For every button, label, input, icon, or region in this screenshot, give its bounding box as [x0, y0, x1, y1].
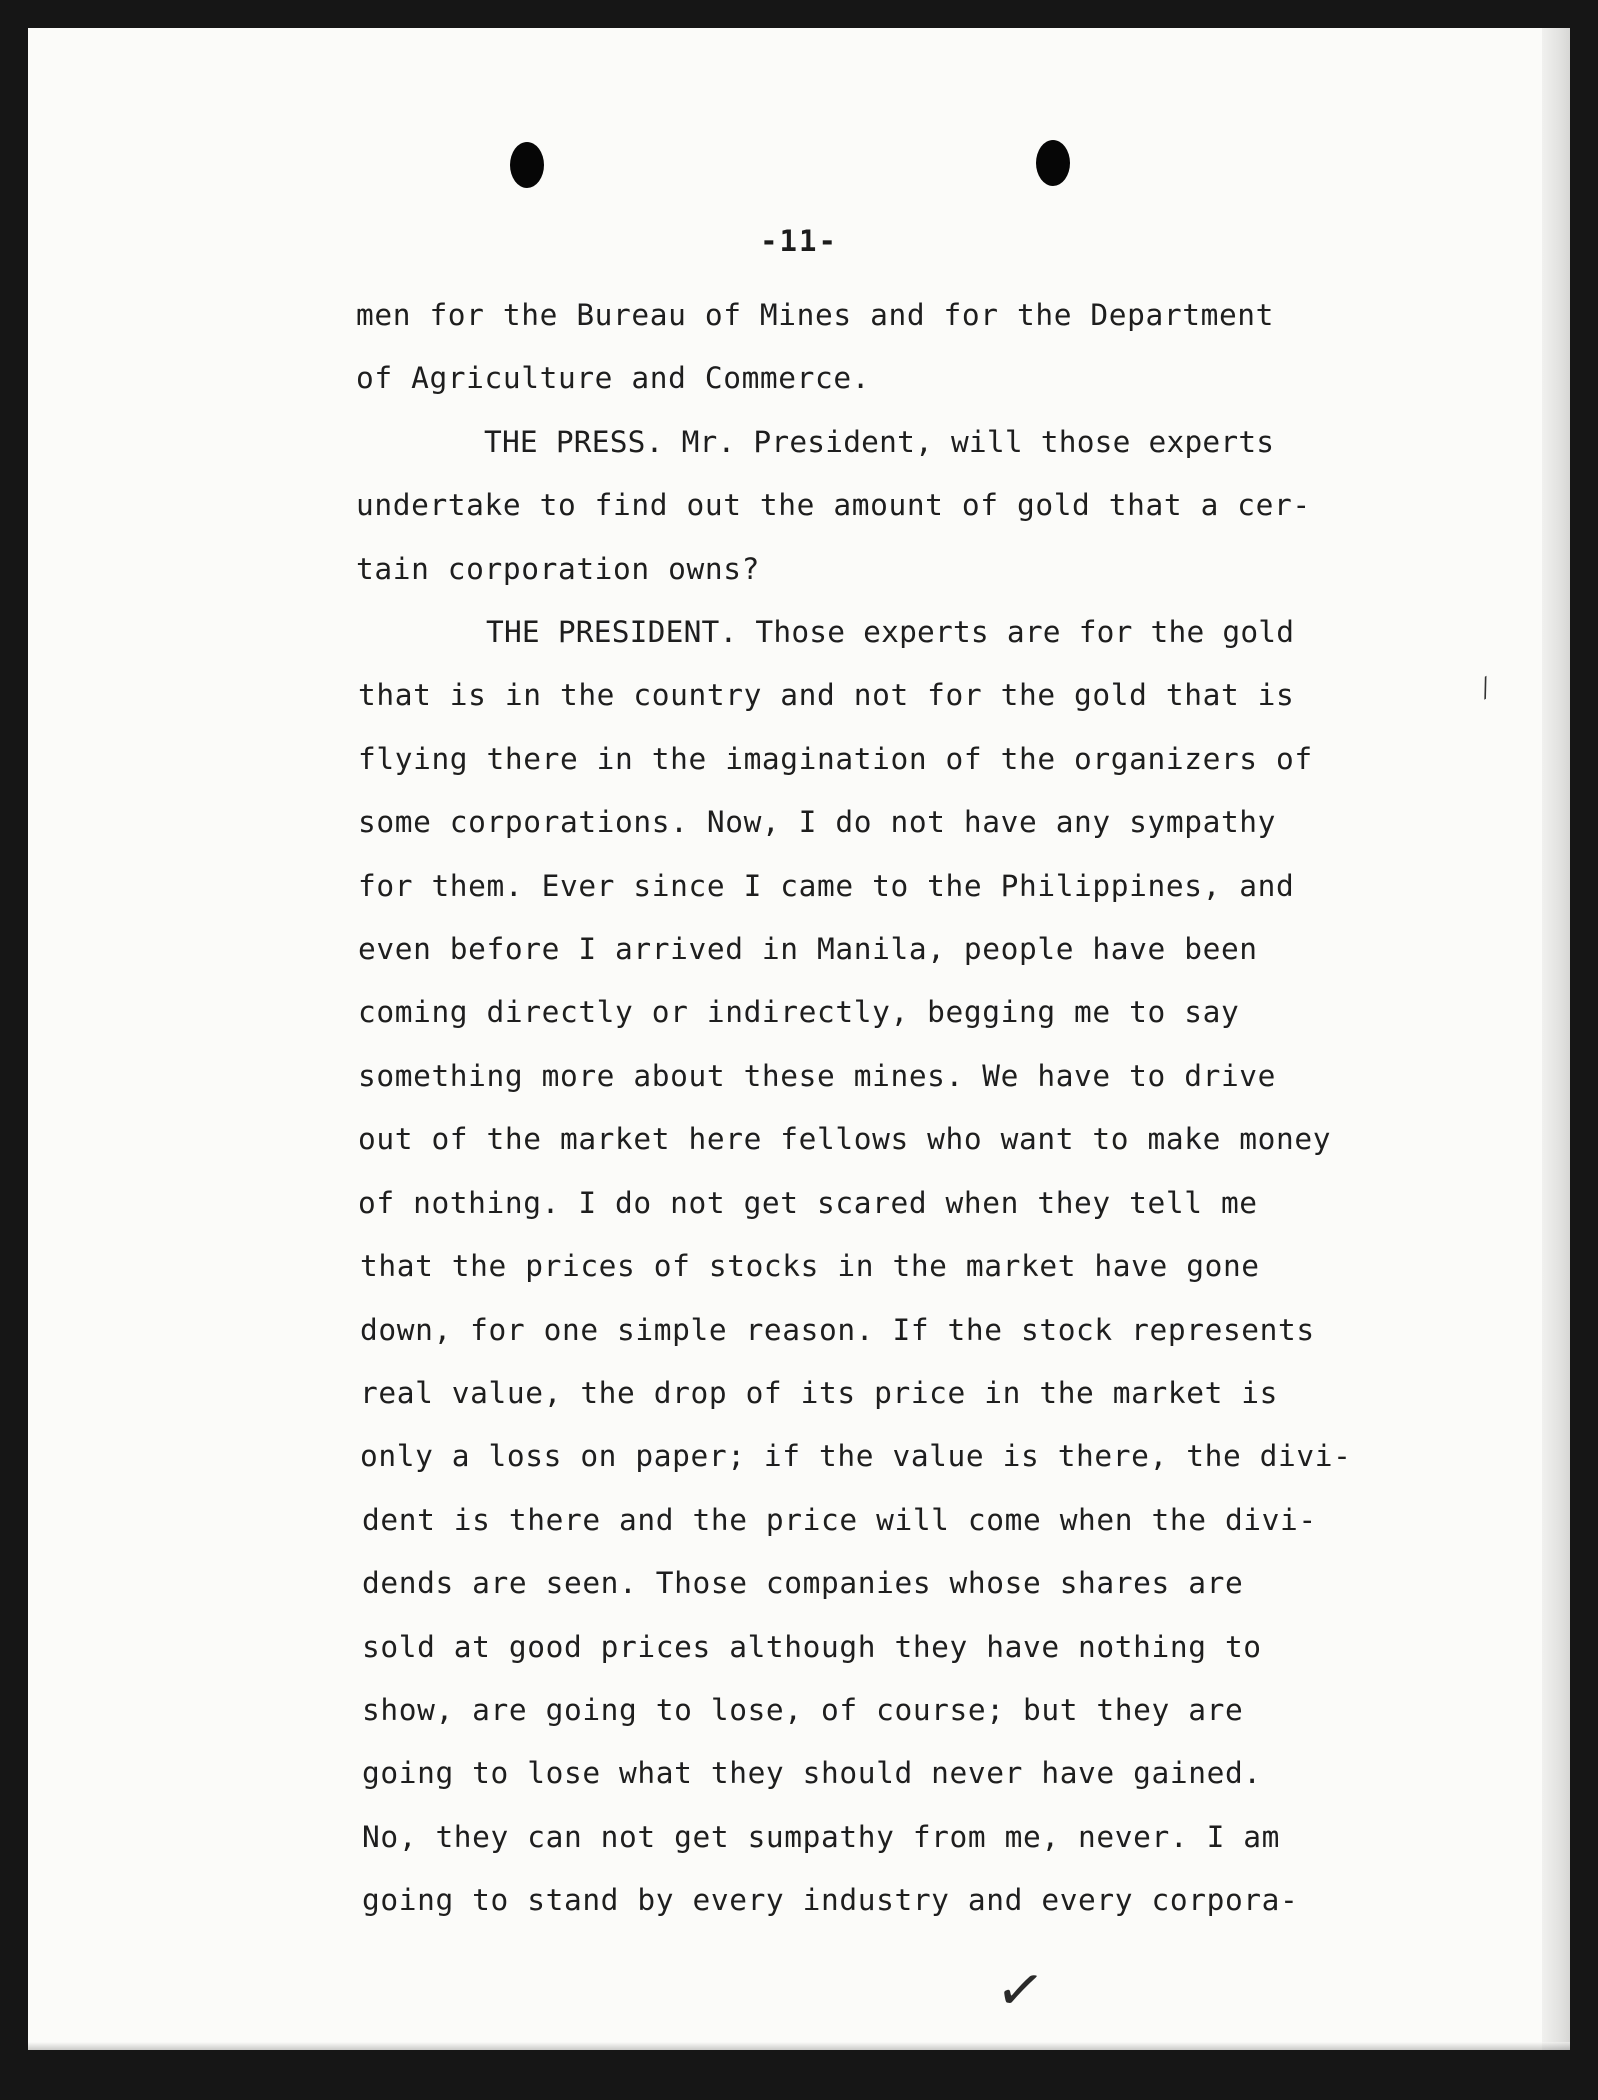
text-line: dends are seen. Those companies whose shares are — [362, 1566, 1244, 1601]
text-line: some corporations. Now, I do not have any sympathy — [358, 805, 1277, 840]
check-mark-icon: ✓ — [991, 1952, 1050, 2028]
text-line: down, for one simple reason. If the stock represents — [360, 1312, 1315, 1347]
text-line: going to lose what they should never have gained. — [362, 1756, 1262, 1791]
text-line: dent is there and the price will come when the divi- — [362, 1502, 1317, 1537]
text-line: that the prices of stocks in the market have gone — [360, 1249, 1260, 1284]
text-line: men for the Bureau of Mines and for the Department — [356, 298, 1275, 332]
text-line: undertake to find out the amount of gold that a cer- — [356, 488, 1311, 523]
page-bottom-shadow — [28, 2042, 1570, 2050]
punch-hole-right — [1036, 140, 1070, 186]
text-line: show, are going to lose, of course; but they are — [362, 1692, 1244, 1727]
text-line: THE PRESS. Mr. President, will those experts — [484, 424, 1275, 459]
typewritten-page — [28, 28, 1570, 2050]
transcript-body — [356, 284, 1496, 1933]
text-line: going to stand by every industry and every corpora- — [362, 1883, 1299, 1918]
text-line: something more about these mines. We have to drive — [358, 1058, 1277, 1093]
text-line: even before I arrived in Manila, people have been — [358, 932, 1258, 967]
text-line: only a loss on paper; if the value is there, the divi- — [360, 1439, 1352, 1474]
text-line: out of the market here fellows who want to make money — [358, 1122, 1332, 1157]
text-line: of Agriculture and Commerce. — [356, 361, 871, 396]
text-line: coming directly or indirectly, begging me to say — [358, 995, 1240, 1030]
margin-pencil-mark: ⁄ — [1476, 674, 1496, 704]
page-edge-shadow — [1542, 28, 1570, 2050]
text-line: flying there in the imagination of the organizers of — [358, 741, 1313, 776]
text-line: tain corporation owns? — [356, 551, 760, 586]
text-line: No, they can not get sumpathy from me, never. I am — [362, 1819, 1281, 1854]
text-line: sold at good prices although they have nothing to — [362, 1629, 1262, 1664]
text-line: real value, the drop of its price in the market is — [360, 1375, 1279, 1410]
text-line: THE PRESIDENT. Those experts are for the gold — [486, 615, 1295, 650]
text-line: for them. Ever since I came to the Philippines, and — [358, 868, 1295, 903]
text-line: that is in the country and not for the gold that is — [358, 678, 1295, 713]
punch-hole-left — [510, 142, 544, 188]
page-number: -11- — [760, 224, 838, 258]
text-line: of nothing. I do not get scared when they tell me — [358, 1185, 1258, 1220]
